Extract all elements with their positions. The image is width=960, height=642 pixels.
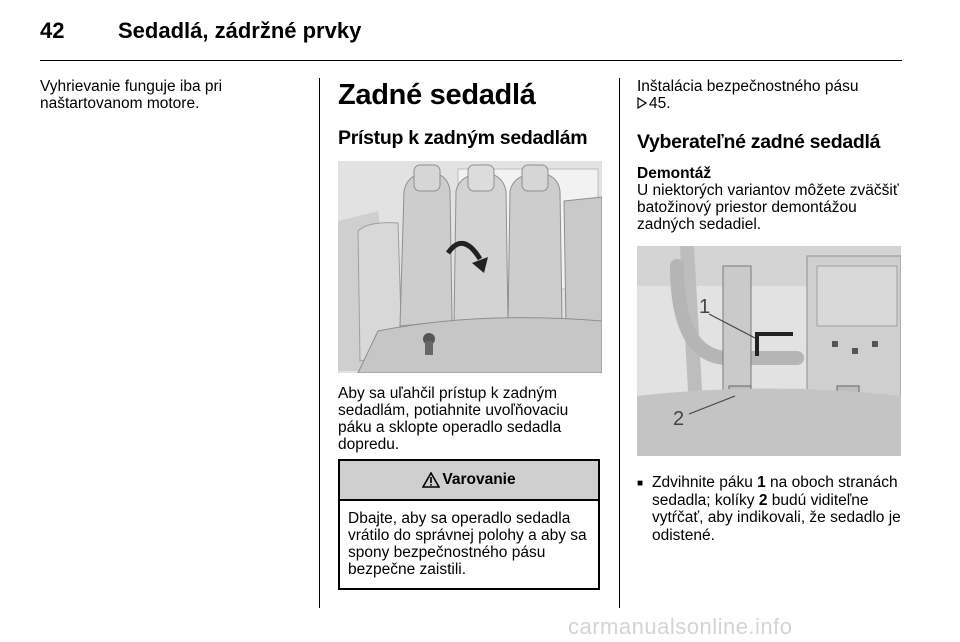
- pin-number: 2: [758, 491, 768, 509]
- column-divider-right: [619, 78, 620, 608]
- column-divider-left: [319, 78, 320, 608]
- subsection-heading: Prístup k zadným sedadlám: [338, 127, 588, 149]
- warning-triangle-icon: [422, 472, 440, 488]
- bullet-square-icon: ■: [637, 478, 644, 489]
- column-middle: [338, 78, 604, 590]
- column-left: [40, 78, 310, 112]
- warning-header: [340, 461, 598, 501]
- warning-box: [338, 459, 600, 590]
- header-rule: [40, 60, 902, 61]
- figure-label-1: 1: [699, 296, 711, 318]
- cross-reference: [637, 78, 907, 112]
- warning-text: Dbajte, aby sa operadlo sedadla vrátilo do správnej polohy a aby sa spony bezpečnostného pásu bezpečne zaistili.: [348, 510, 587, 578]
- step-text-part3: budú viditeľne vytŕčať, aby indikovali, že sedadlo je odistené.: [652, 491, 901, 544]
- removable-seats-heading: Vyberateľné zadné sedadlá: [637, 131, 881, 153]
- rear-seats-drawing: [338, 161, 602, 373]
- rear-seats-illustration: [338, 161, 602, 373]
- column-right: [637, 78, 907, 544]
- figure-label-2: 2: [673, 408, 685, 430]
- seat-lever-illustration: [637, 246, 901, 456]
- removal-paragraph: U niektorých variantov môžete zväčšiť batožinový priestor demontážou zadných sedadiel.: [637, 182, 899, 233]
- page-number: 42: [40, 18, 65, 43]
- watermark: carmanualsonline.info: [568, 614, 793, 639]
- removal-step-text: [652, 474, 907, 544]
- section-title: Sedadlá, zádržné prvky: [118, 18, 362, 43]
- step-text-part1: Zdvihnite páku: [652, 474, 758, 491]
- page-reference-arrow-icon: [637, 97, 647, 109]
- lever-number: 1: [757, 474, 766, 491]
- access-instructions: Aby sa uľahčil prístup k zadným sedadlám, potiahnite uvoľňovaciu páku a sklopte operadlo sedadla dopredu.: [338, 385, 569, 453]
- section-heading: Zadné sedadlá: [338, 79, 536, 111]
- reference-page: 45.: [649, 95, 671, 112]
- reference-text: Inštalácia bezpečnostného pásu: [637, 78, 859, 95]
- page-header: [0, 0, 960, 60]
- step-text-part2: na oboch stranách sedadla; kolíky: [652, 474, 898, 509]
- warning-title: Varovanie: [442, 471, 516, 488]
- intro-text: Vyhrievanie funguje iba pri naštartovanom motore.: [40, 78, 223, 112]
- removal-step: [637, 474, 907, 544]
- removal-subheading: Demontáž: [637, 165, 712, 182]
